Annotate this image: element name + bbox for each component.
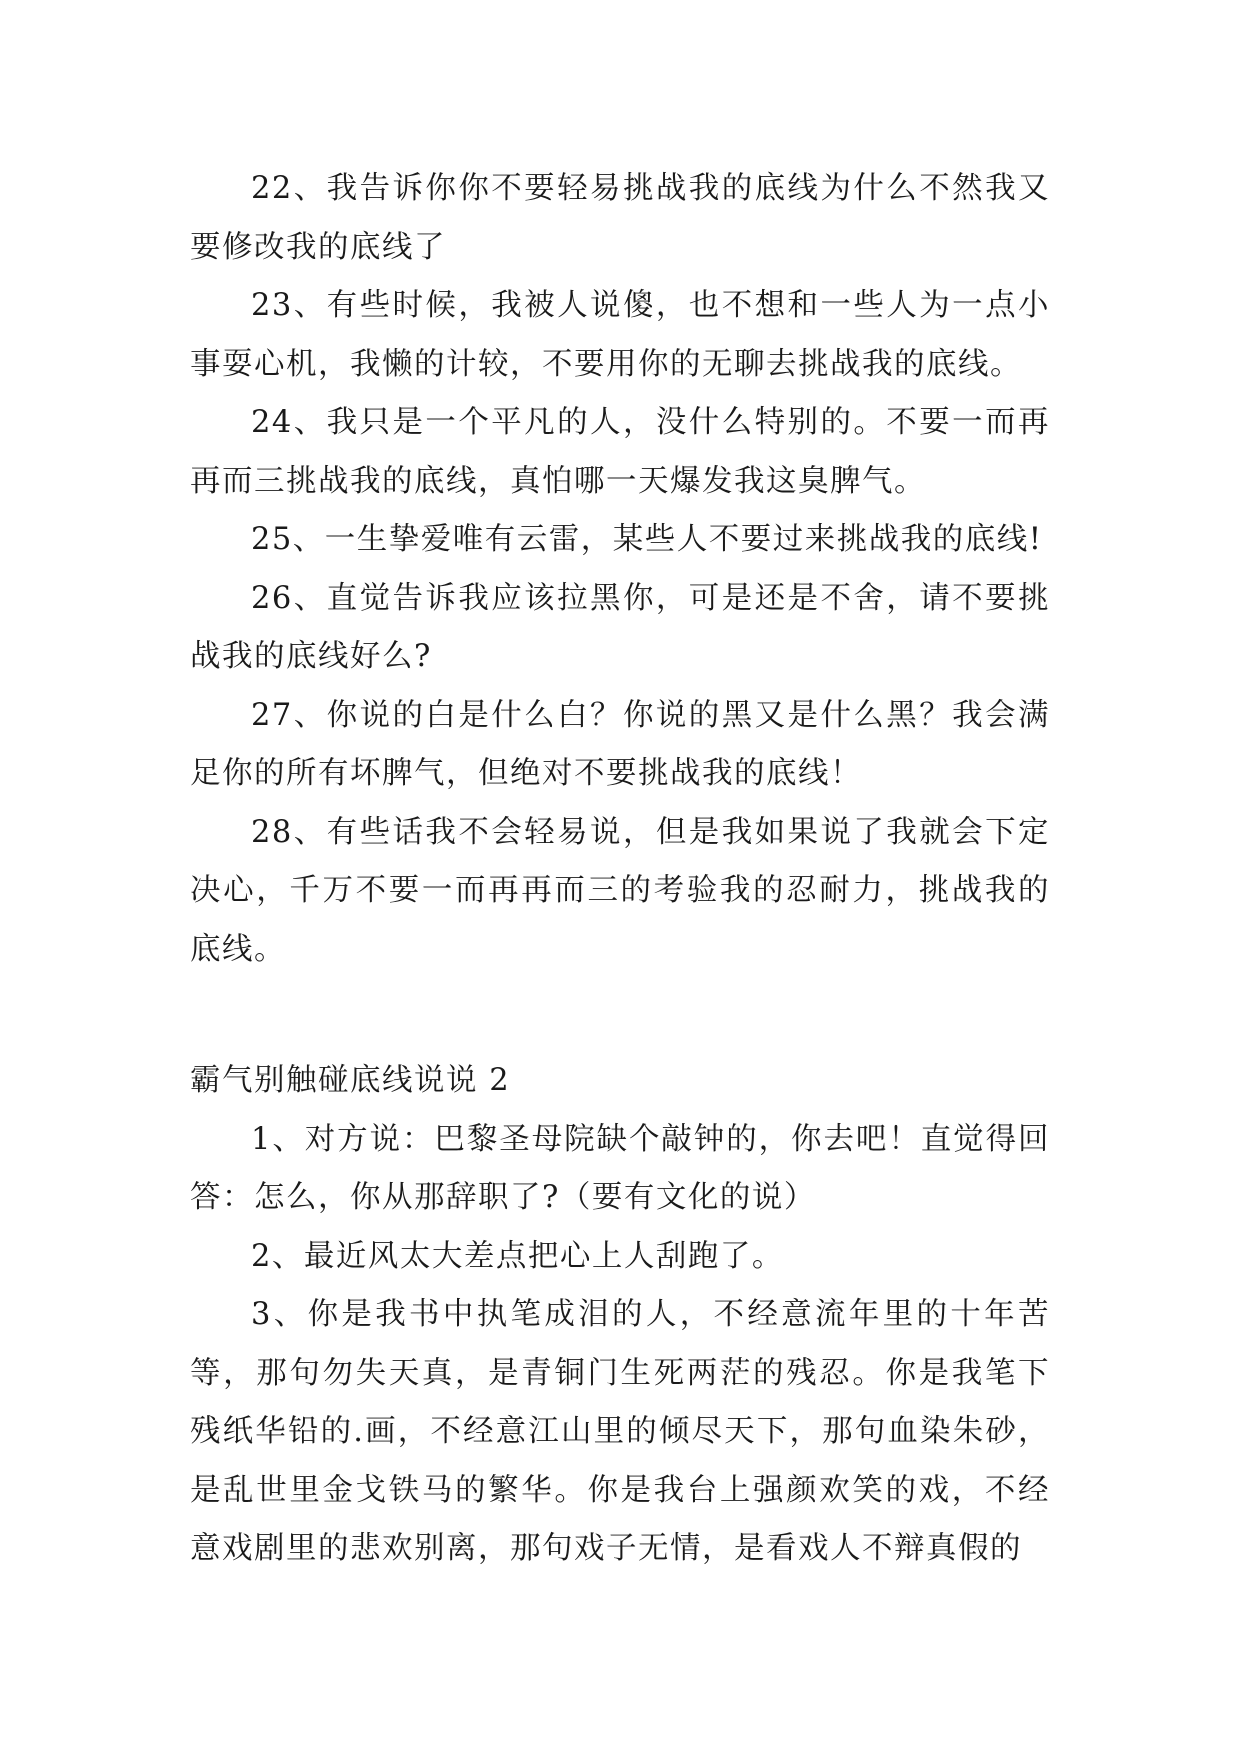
paragraph-28: 28、有些话我不会轻易说，但是我如果说了我就会下定决心，千万不要一而再再而三的考验我的忍耐力，挑战我的底线。 — [190, 814, 1050, 967]
document-body — [190, 160, 1050, 1579]
paragraph-3: 3、你是我书中执笔成泪的人，不经意流年里的十年苦等，那句勿失天真，是青铜门生死两茫的残忍。你是我笔下残纸华铅的.画，不经意江山里的倾尽天下，那句血染朱砂，是乱世里金戈铁马的繁华。你是我台上强颜欢笑的戏，不经意戏剧里的悲欢别离，那句戏子无情，是看戏人不辩真假的 — [190, 1297, 1050, 1566]
paragraph-22: 22、我告诉你你不要轻易挑战我的底线为什么不然我又要修改我的底线了 — [190, 171, 1050, 265]
paragraph-2: 2、最近风太大差点把心上人刮跑了。 — [251, 1238, 784, 1274]
paragraph-27: 27、你说的白是什么白？你说的黑又是什么黑？我会满足你的所有坏脾气，但绝对不要挑战我的底线！ — [190, 697, 1050, 791]
paragraph-24: 24、我只是一个平凡的人，没什么特别的。不要一而再再而三挑战我的底线，真怕哪一天爆发我这臭脾气。 — [190, 405, 1050, 499]
paragraph-23: 23、有些时候，我被人说傻，也不想和一些人为一点小事耍心机，我懒的计较，不要用你的无聊去挑战我的底线。 — [190, 288, 1050, 382]
paragraph-26: 26、直觉告诉我应该拉黑你，可是还是不舍，请不要挑战我的底线好么? — [190, 580, 1050, 674]
section-heading: 霸气别触碰底线说说 2 — [190, 1063, 511, 1098]
paragraph-25: 25、一生挚爱唯有云雷，某些人不要过来挑战我的底线! — [251, 522, 1043, 557]
paragraph-1: 1、对方说：巴黎圣母院缺个敲钟的，你去吧！直觉得回答：怎么，你从那辞职了?（要有文化的说） — [190, 1121, 1050, 1215]
